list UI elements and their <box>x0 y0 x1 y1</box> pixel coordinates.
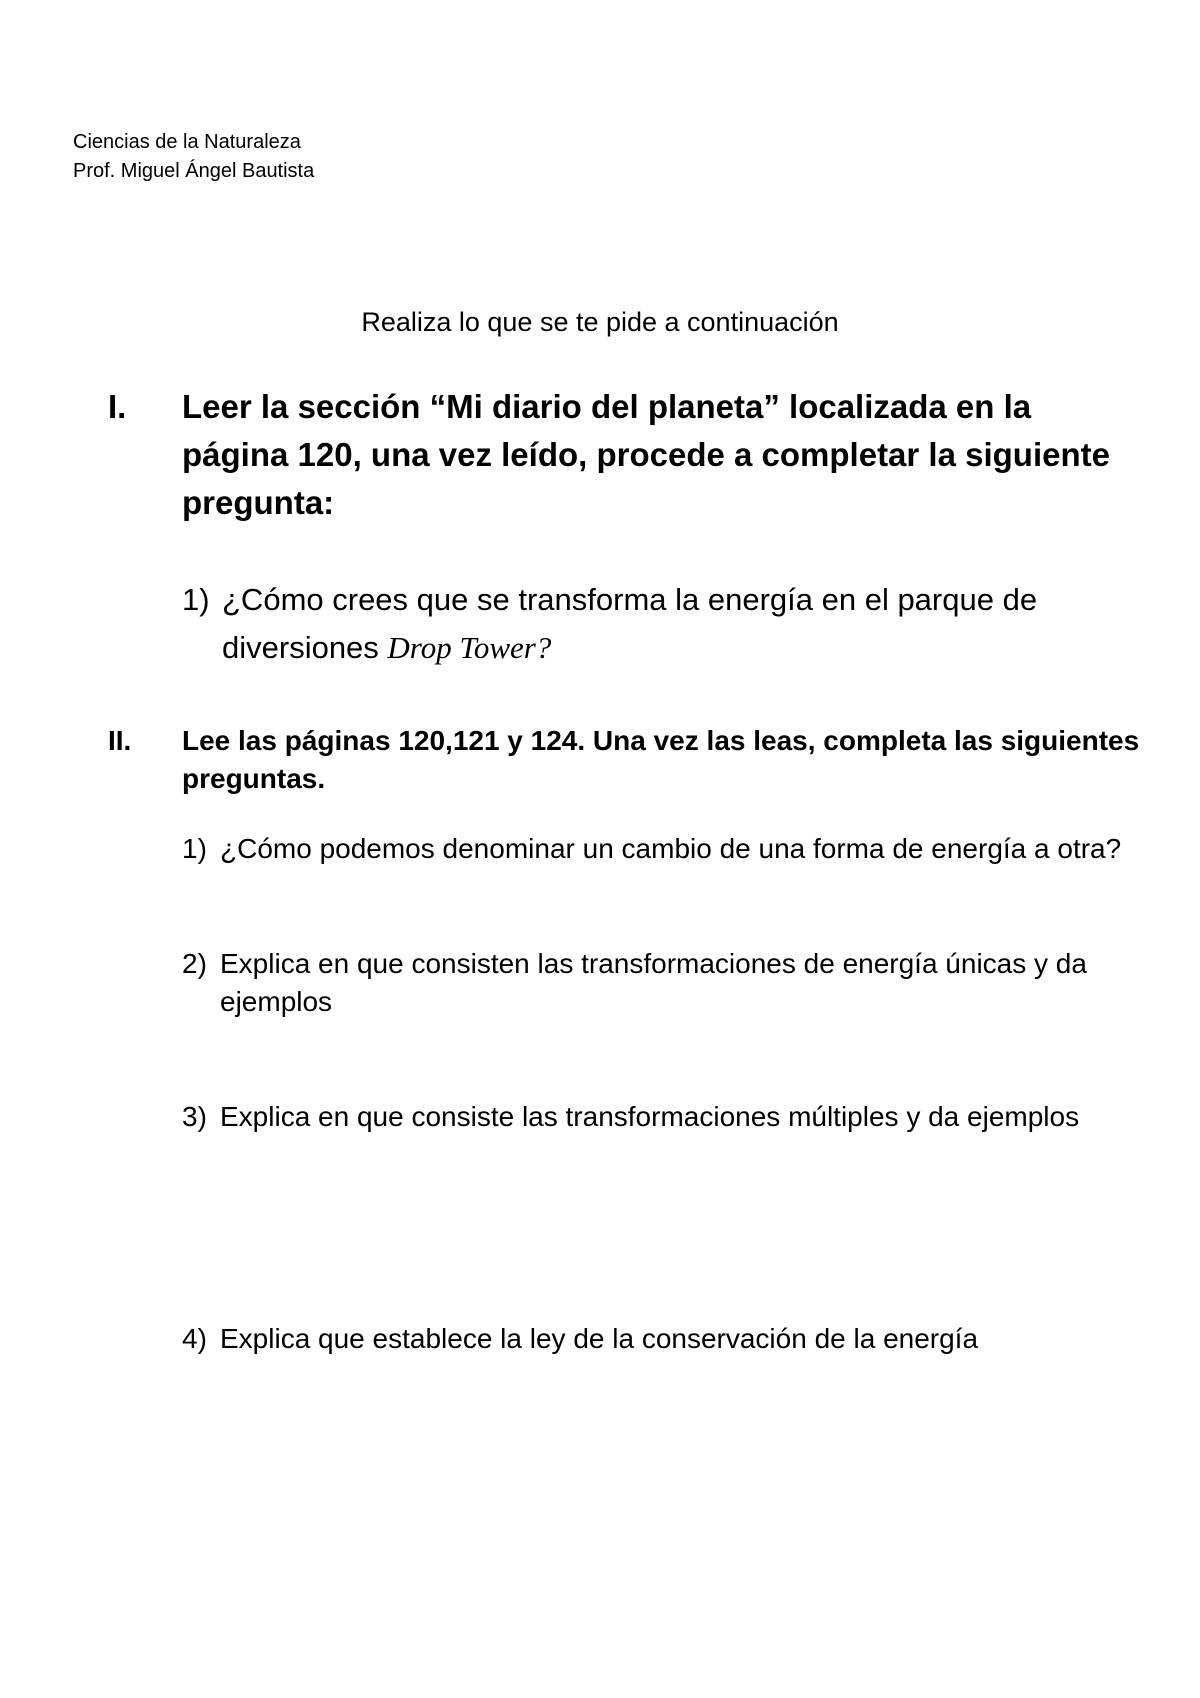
question-number: 1) <box>182 833 207 864</box>
section-1-number: I. <box>108 388 127 425</box>
list-item <box>182 945 1142 1021</box>
list-item <box>182 830 1121 868</box>
question-number: 4) <box>182 1323 207 1354</box>
question-text <box>222 576 1142 672</box>
list-item <box>182 1320 978 1358</box>
teacher-line: Prof. Miguel Ángel Bautista <box>73 160 315 182</box>
section-1-prompt: Leer la sección “Mi diario del planeta” localizada en la página 120, una vez leído, procede a completar la siguiente pregunta: <box>182 388 1110 521</box>
question-text: Explica que establece la ley de la conservación de la energía <box>220 1323 979 1354</box>
list-item <box>182 576 1142 672</box>
subject-line: Ciencias de la Naturaleza <box>73 131 301 153</box>
question-text: ¿Cómo podemos denominar un cambio de una forma de energía a otra? <box>220 833 1122 864</box>
question-text: Explica en que consisten las transformaciones de energía únicas y da ejemplos <box>220 948 1087 1017</box>
list-item <box>182 1098 1079 1136</box>
question-text: Explica en que consiste las transformaciones múltiples y da ejemplos <box>220 1101 1080 1132</box>
question-number: 2) <box>182 948 207 979</box>
question-number: 3) <box>182 1101 207 1132</box>
page-instruction: Realiza lo que se te pide a continuación <box>361 307 839 337</box>
section-2-number: II. <box>108 725 132 756</box>
question-text-main: ¿Cómo crees que se transforma la energía en el parque de diversiones <box>222 582 1038 665</box>
section-2-prompt: Lee las páginas 120,121 y 124. Una vez las leas, completa las siguientes preguntas. <box>182 725 1140 794</box>
question-emphasis: Drop Tower? <box>387 630 552 665</box>
question-number: 1) <box>182 582 210 617</box>
